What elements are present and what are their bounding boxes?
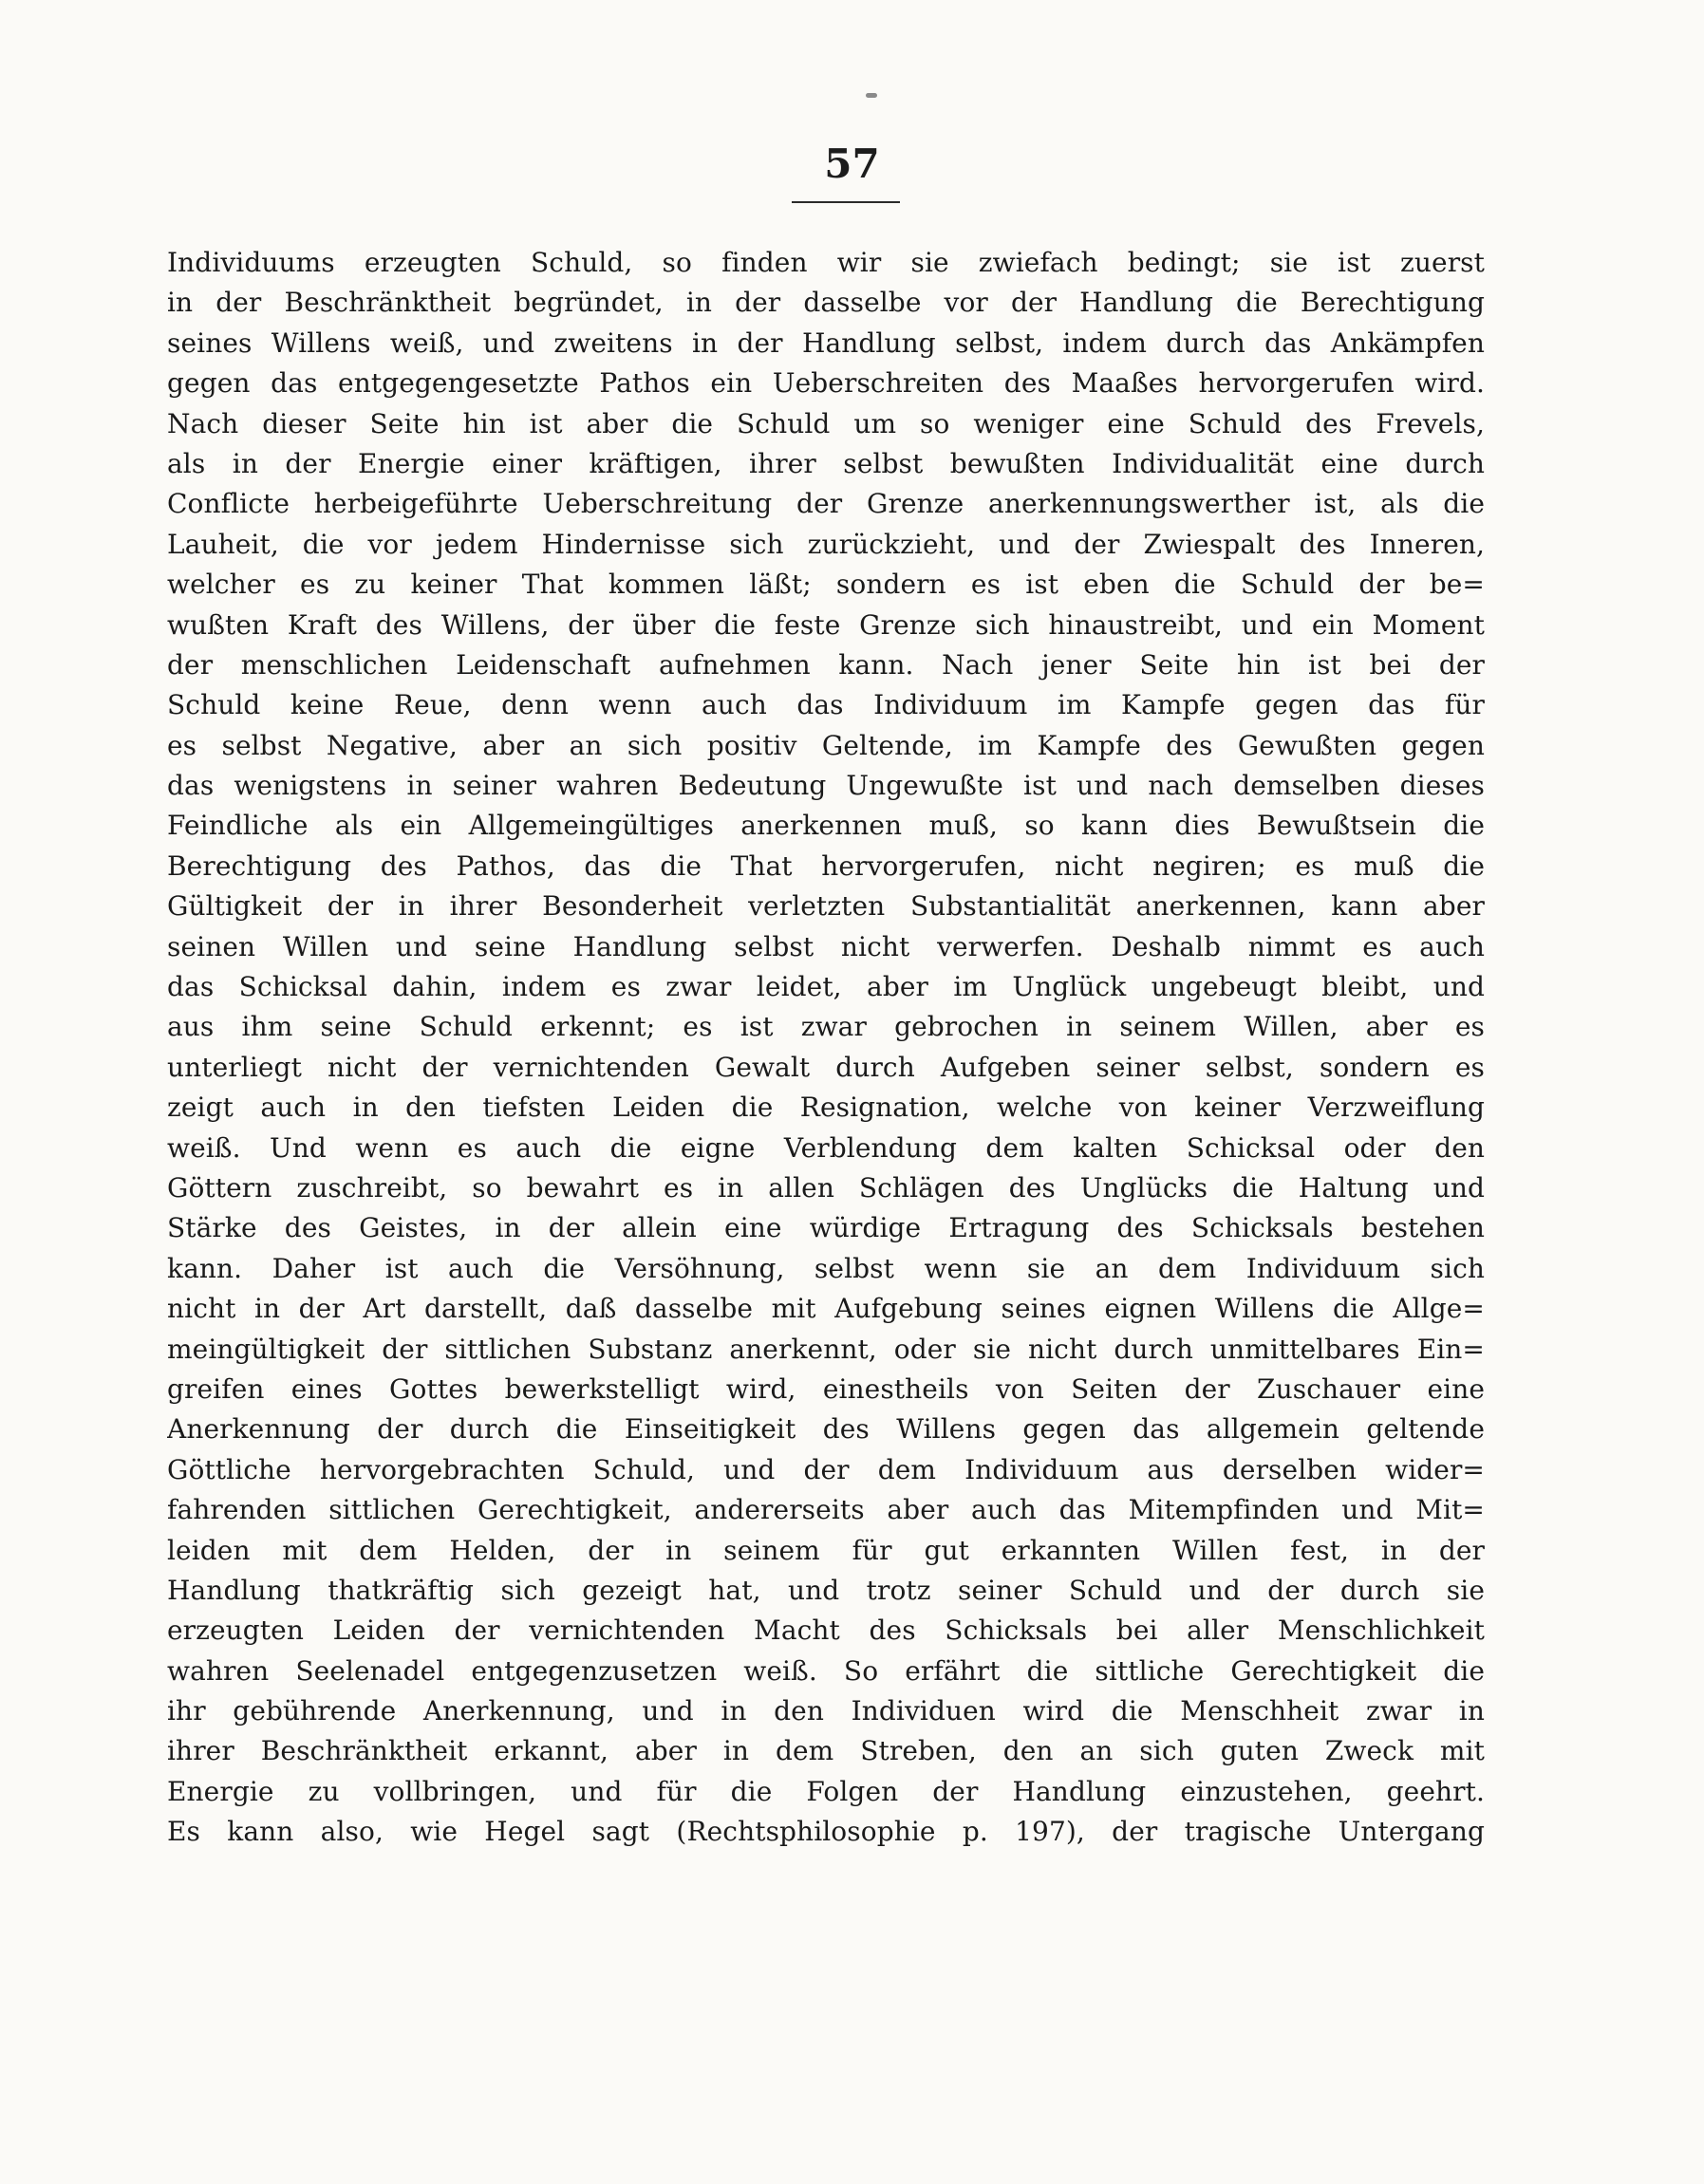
print-speck bbox=[866, 93, 877, 98]
text-line: erzeugten Leiden der vernichtenden Macht des Schicksals bei aller Menschlichkeit bbox=[167, 1615, 1485, 1647]
text-line: Handlung thatkräftig sich gezeigt hat, und trotz seiner Schuld und der durch sie bbox=[167, 1574, 1485, 1606]
text-line: Lauheit, die vor jedem Hindernisse sich zurückzieht, und der Zwiespalt des Inneren, bbox=[167, 528, 1485, 560]
text-line: Stärke des Geistes, in der allein eine würdige Ertragung des Schicksals bestehen bbox=[167, 1212, 1485, 1244]
text-line: seinen Willen und seine Handlung selbst nicht verwerfen. Deshalb nimmt es auch bbox=[167, 930, 1485, 962]
text-line: greifen eines Gottes bewerkstelligt wird, einestheils von Seiten der Zuschauer eine bbox=[167, 1372, 1485, 1405]
text-line: Berechtigung des Pathos, das die That hervorgerufen, nicht negiren; es muß die bbox=[167, 849, 1485, 882]
text-line: in der Beschränktheit begründet, in der dasselbe vor der Handlung die Berechtigung bbox=[167, 287, 1485, 319]
text-line: zeigt auch in den tiefsten Leiden die Resignation, welche von keiner Verzweiflung bbox=[167, 1092, 1485, 1124]
text-line: Conflicte herbeigeführte Ueberschreitung der Grenze anerkennungswerther ist, als die bbox=[167, 488, 1485, 520]
text-line: das wenigstens in seiner wahren Bedeutung Ungewußte ist und nach demselben dieses bbox=[167, 770, 1485, 802]
text-line: Energie zu vollbringen, und für die Folgen der Handlung einzustehen, geehrt. bbox=[167, 1775, 1485, 1807]
text-line: weiß. Und wenn es auch die eigne Verblendung dem kalten Schicksal oder den bbox=[167, 1131, 1485, 1164]
text-line: nicht in der Art darstellt, daß dasselbe mit Aufgebung seines eignen Willens die Allge= bbox=[167, 1293, 1485, 1325]
text-line: aus ihm seine Schuld erkennt; es ist zwar gebrochen in seinem Willen, aber es bbox=[167, 1011, 1485, 1043]
body-text bbox=[167, 243, 1485, 1853]
page-number: 57 bbox=[824, 140, 880, 187]
text-line: gegen das entgegengesetzte Pathos ein Ueberschreiten des Maaßes hervorgerufen wird. bbox=[167, 367, 1485, 400]
text-line: ihrer Beschränktheit erkannt, aber in dem Streben, den an sich guten Zweck mit bbox=[167, 1735, 1485, 1767]
text-line: Feindliche als ein Allgemeingültiges anerkennen muß, so kann dies Bewußtsein die bbox=[167, 810, 1485, 842]
text-line: es selbst Negative, aber an sich positiv Geltende, im Kampfe des Gewußten gegen bbox=[167, 729, 1485, 761]
text-line: leiden mit dem Helden, der in seinem für gut erkannten Willen fest, in der bbox=[167, 1534, 1485, 1566]
page-number-rule bbox=[792, 201, 900, 203]
text-line: welcher es zu keiner That kommen läßt; sondern es ist eben die Schuld der be= bbox=[167, 569, 1485, 601]
text-line: Nach dieser Seite hin ist aber die Schuld um so weniger eine Schuld des Frevels, bbox=[167, 407, 1485, 439]
text-line: meingültigkeit der sittlichen Substanz anerkennt, oder sie nicht durch unmittelbares Ein= bbox=[167, 1333, 1485, 1365]
text-line: wahren Seelenadel entgegenzusetzen weiß. So erfährt die sittliche Gerechtigkeit die bbox=[167, 1654, 1485, 1687]
text-line: fahrenden sittlichen Gerechtigkeit, andererseits aber auch das Mitempfinden und Mit= bbox=[167, 1494, 1485, 1526]
text-line: Anerkennung der durch die Einseitigkeit des Willens gegen das allgemein geltende bbox=[167, 1413, 1485, 1446]
text-line: unterliegt nicht der vernichtenden Gewalt durch Aufgeben seiner selbst, sondern es bbox=[167, 1051, 1485, 1083]
text-line: Gültigkeit der in ihrer Besonderheit verletzten Substantialität anerkennen, kann aber bbox=[167, 890, 1485, 923]
text-line: kann. Daher ist auch die Versöhnung, selbst wenn sie an dem Individuum sich bbox=[167, 1252, 1485, 1284]
text-line: Göttern zuschreibt, so bewahrt es in allen Schlägen des Unglücks die Haltung und bbox=[167, 1171, 1485, 1204]
text-line: der menschlichen Leidenschaft aufnehmen kann. Nach jener Seite hin ist bei der bbox=[167, 648, 1485, 681]
text-line: Göttliche hervorgebrachten Schuld, und der dem Individuum aus derselben wider= bbox=[167, 1453, 1485, 1485]
text-line: wußten Kraft des Willens, der über die feste Grenze sich hinaustreibt, und ein Moment bbox=[167, 608, 1485, 641]
text-line: ihr gebührende Anerkennung, und in den Individuen wird die Menschheit zwar in bbox=[167, 1695, 1485, 1727]
text-line: als in der Energie einer kräftigen, ihrer selbst bewußten Individualität eine durch bbox=[167, 447, 1485, 479]
text-line: Individuums erzeugten Schuld, so finden wir sie zwiefach bedingt; sie ist zuerst bbox=[167, 247, 1485, 278]
text-line: Es kann also, wie Hegel sagt (Rechtsphilosophie p. 197), der tragische Untergang bbox=[167, 1816, 1485, 1848]
text-line: Schuld keine Reue, denn wenn auch das Individuum im Kampfe gegen das für bbox=[167, 689, 1485, 721]
text-line: das Schicksal dahin, indem es zwar leidet, aber im Unglück ungebeugt bleibt, und bbox=[167, 971, 1485, 1003]
text-line: seines Willens weiß, und zweitens in der Handlung selbst, indem durch das Ankämpfen bbox=[167, 327, 1485, 359]
